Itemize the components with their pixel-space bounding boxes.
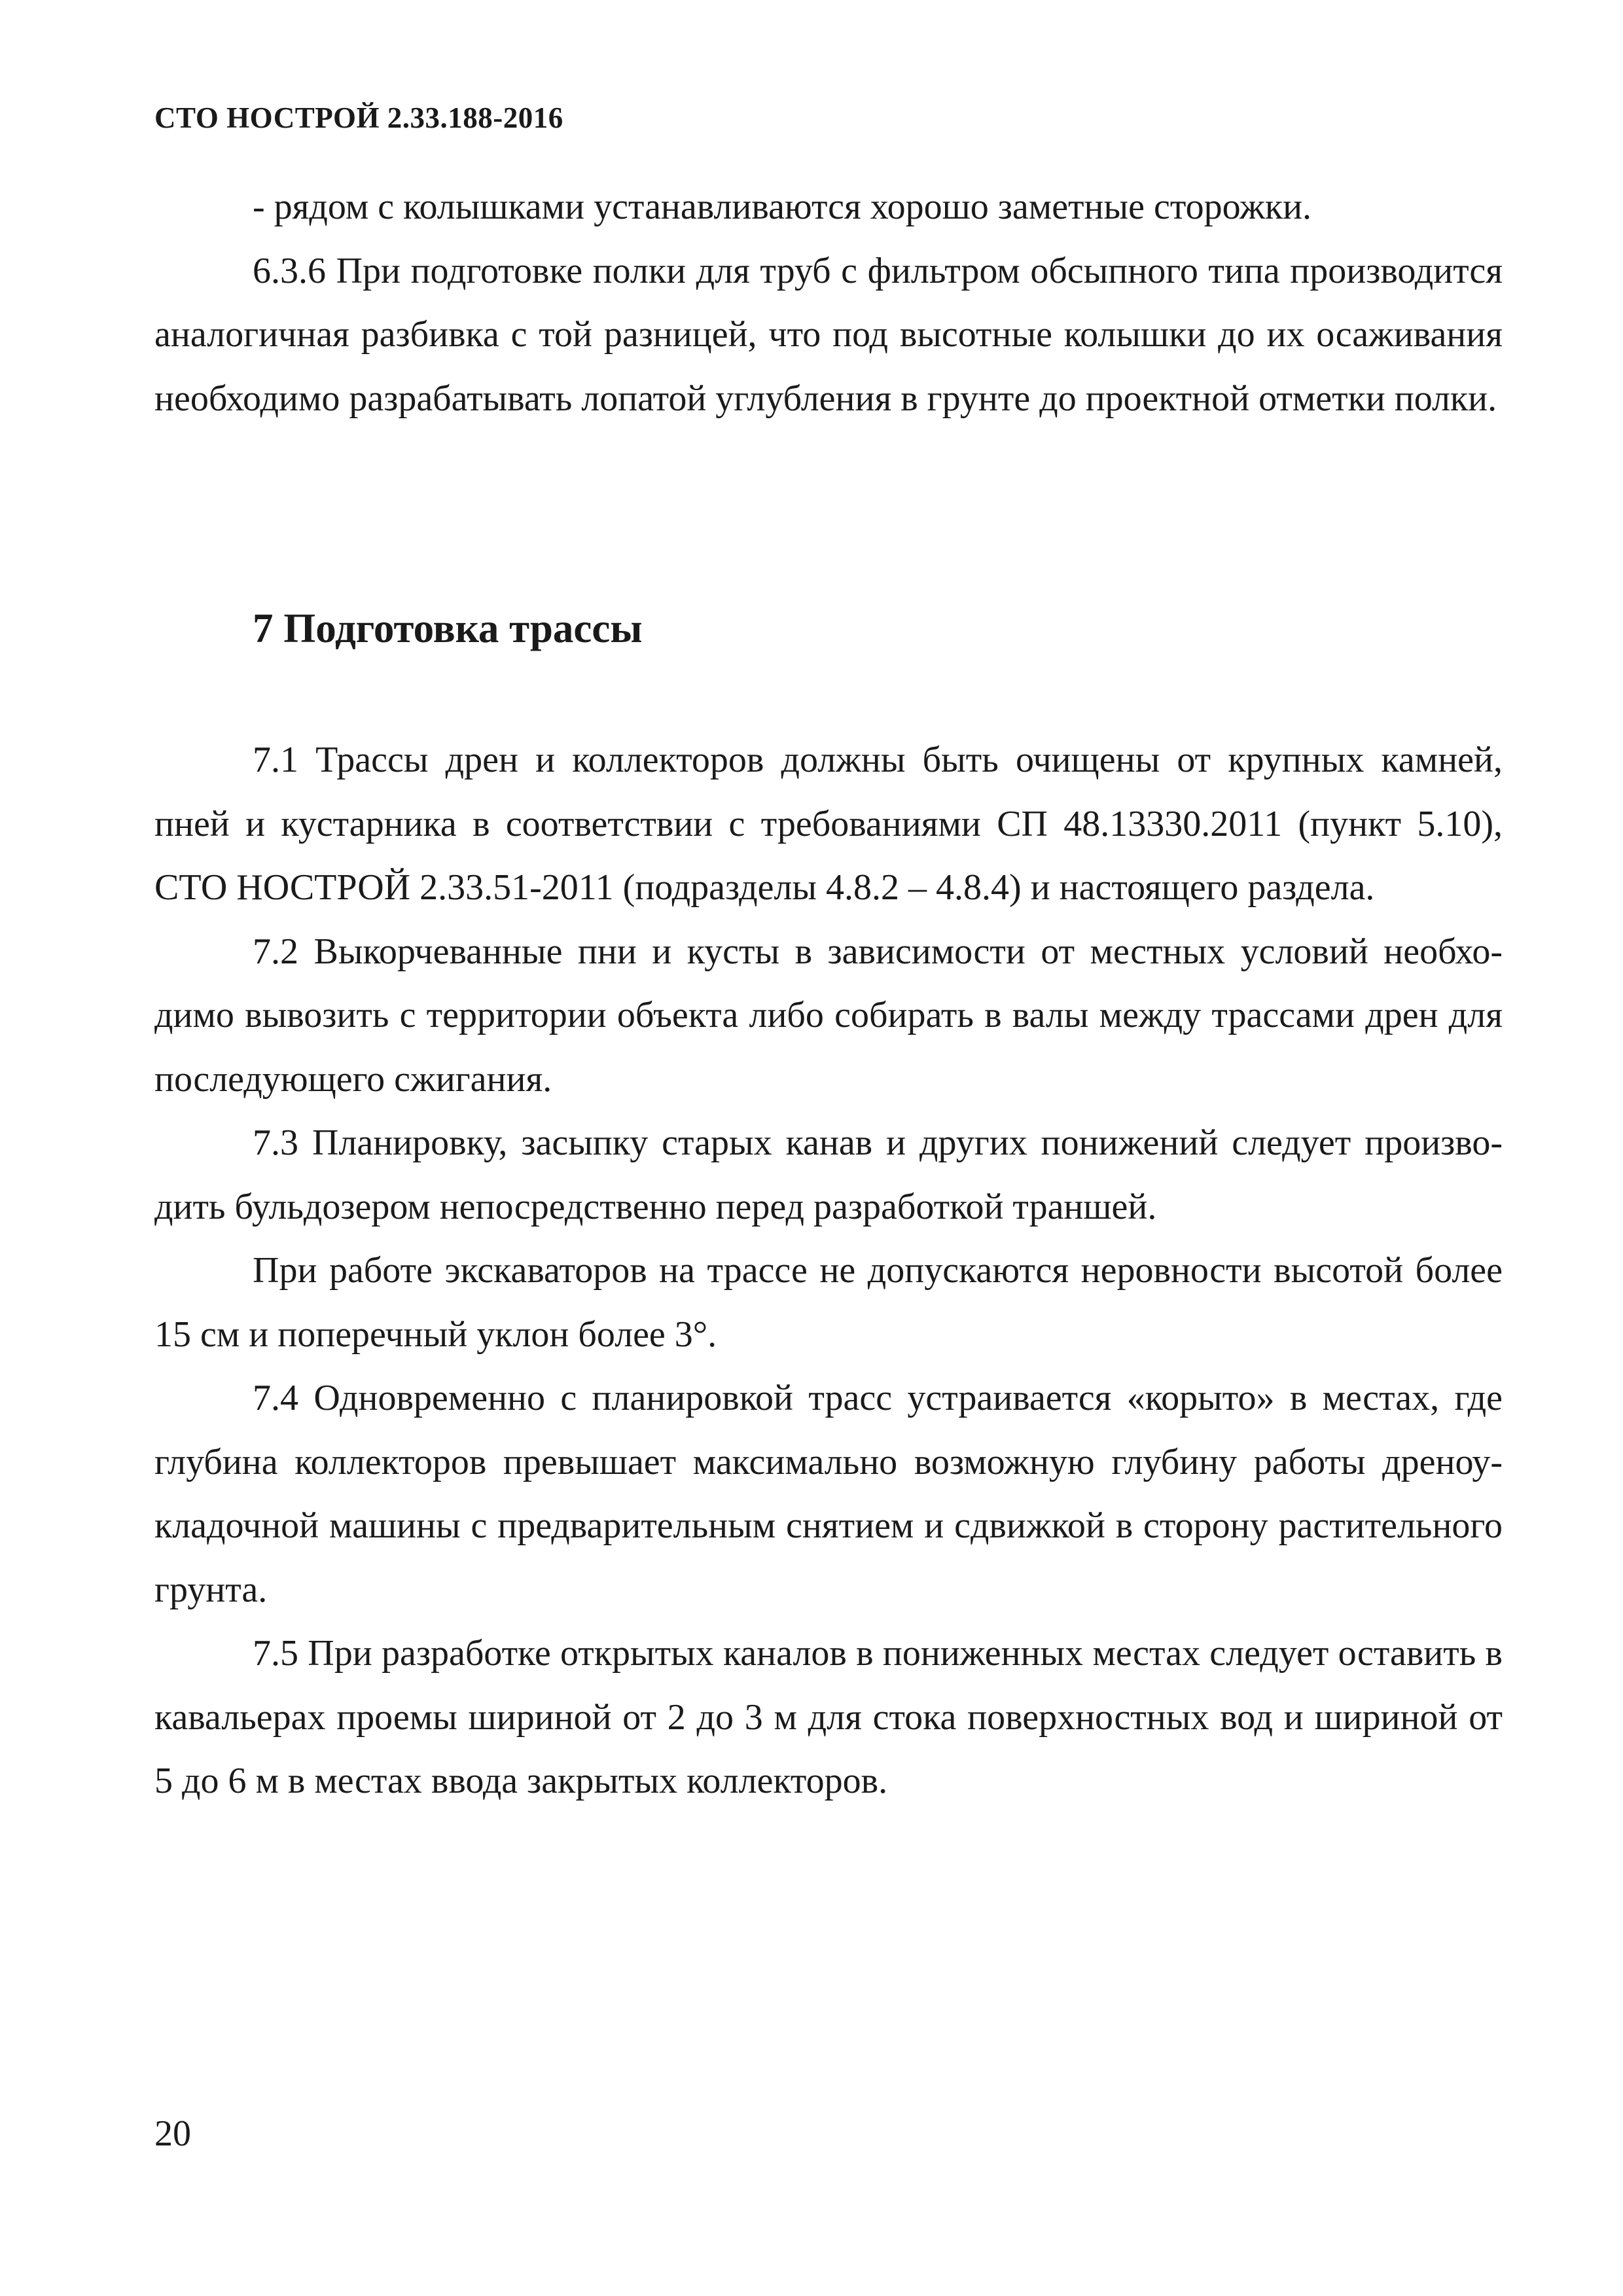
list-item-paragraph: - рядом с колышками устанавливаются хорошо заметные сторожки. [253, 187, 1312, 227]
paragraph-7-3-note: При работе экскаваторов на трассе не допускаются неровности высотой более 15 см и поперечный уклон более 3°. [154, 1250, 1503, 1355]
paragraph-7-3: 7.3 Планировку, засыпку старых канав и других понижений следует производить бульдозером непосредственно перед разработкой траншей. [154, 1122, 1503, 1227]
section-heading: 7 Подготовка трассы [253, 605, 643, 651]
paragraph-6-3-6: 6.3.6 При подготовке полки для труб с фильтром обсыпного типа производится аналогичная разбивка с той разницей, что под высотные колышки до их осаживания необходимо разрабатывать лопатой углубления в грунте до проектной отметки полки. [154, 250, 1503, 419]
section-body [154, 728, 1503, 1814]
paragraph-7-4: 7.4 Одновременно с планировкой трасс устраивается «корыто» в местах, где глубина коллекторов превышает максимально возможную глубину работы дреноукладочной машины с предварительным снятием и сдвижкой в сторону растительного грунта. [154, 1378, 1503, 1610]
running-header: СТО НОСТРОЙ 2.33.188-2016 [154, 101, 563, 134]
page-number: 20 [154, 2113, 191, 2154]
intro-text-block [154, 175, 1503, 431]
paragraph-7-5: 7.5 При разработке открытых каналов в пониженных местах следует оставить в кавальерах проемы шириной от 2 до 3 м для стока поверхностных вод и шириной от 5 до 6 м в местах ввода закрытых коллекторов. [154, 1633, 1503, 1801]
paragraph-7-2: 7.2 Выкорчеванные пни и кусты в зависимости от местных условий необходимо вывозить с территории объекта либо собирать в валы между трассами дрен для последующего сжигания. [154, 931, 1503, 1100]
paragraph-7-1: 7.1 Трассы дрен и коллекторов должны быть очищены от крупных камней, пней и кустарника в соответствии с требованиями СП 48.13330.2011 (пункт 5.10), СТО НОСТРОЙ 2.33.51-2011 (подразделы 4.8.2 – 4.8.4) и настоящего раздела. [154, 740, 1503, 908]
